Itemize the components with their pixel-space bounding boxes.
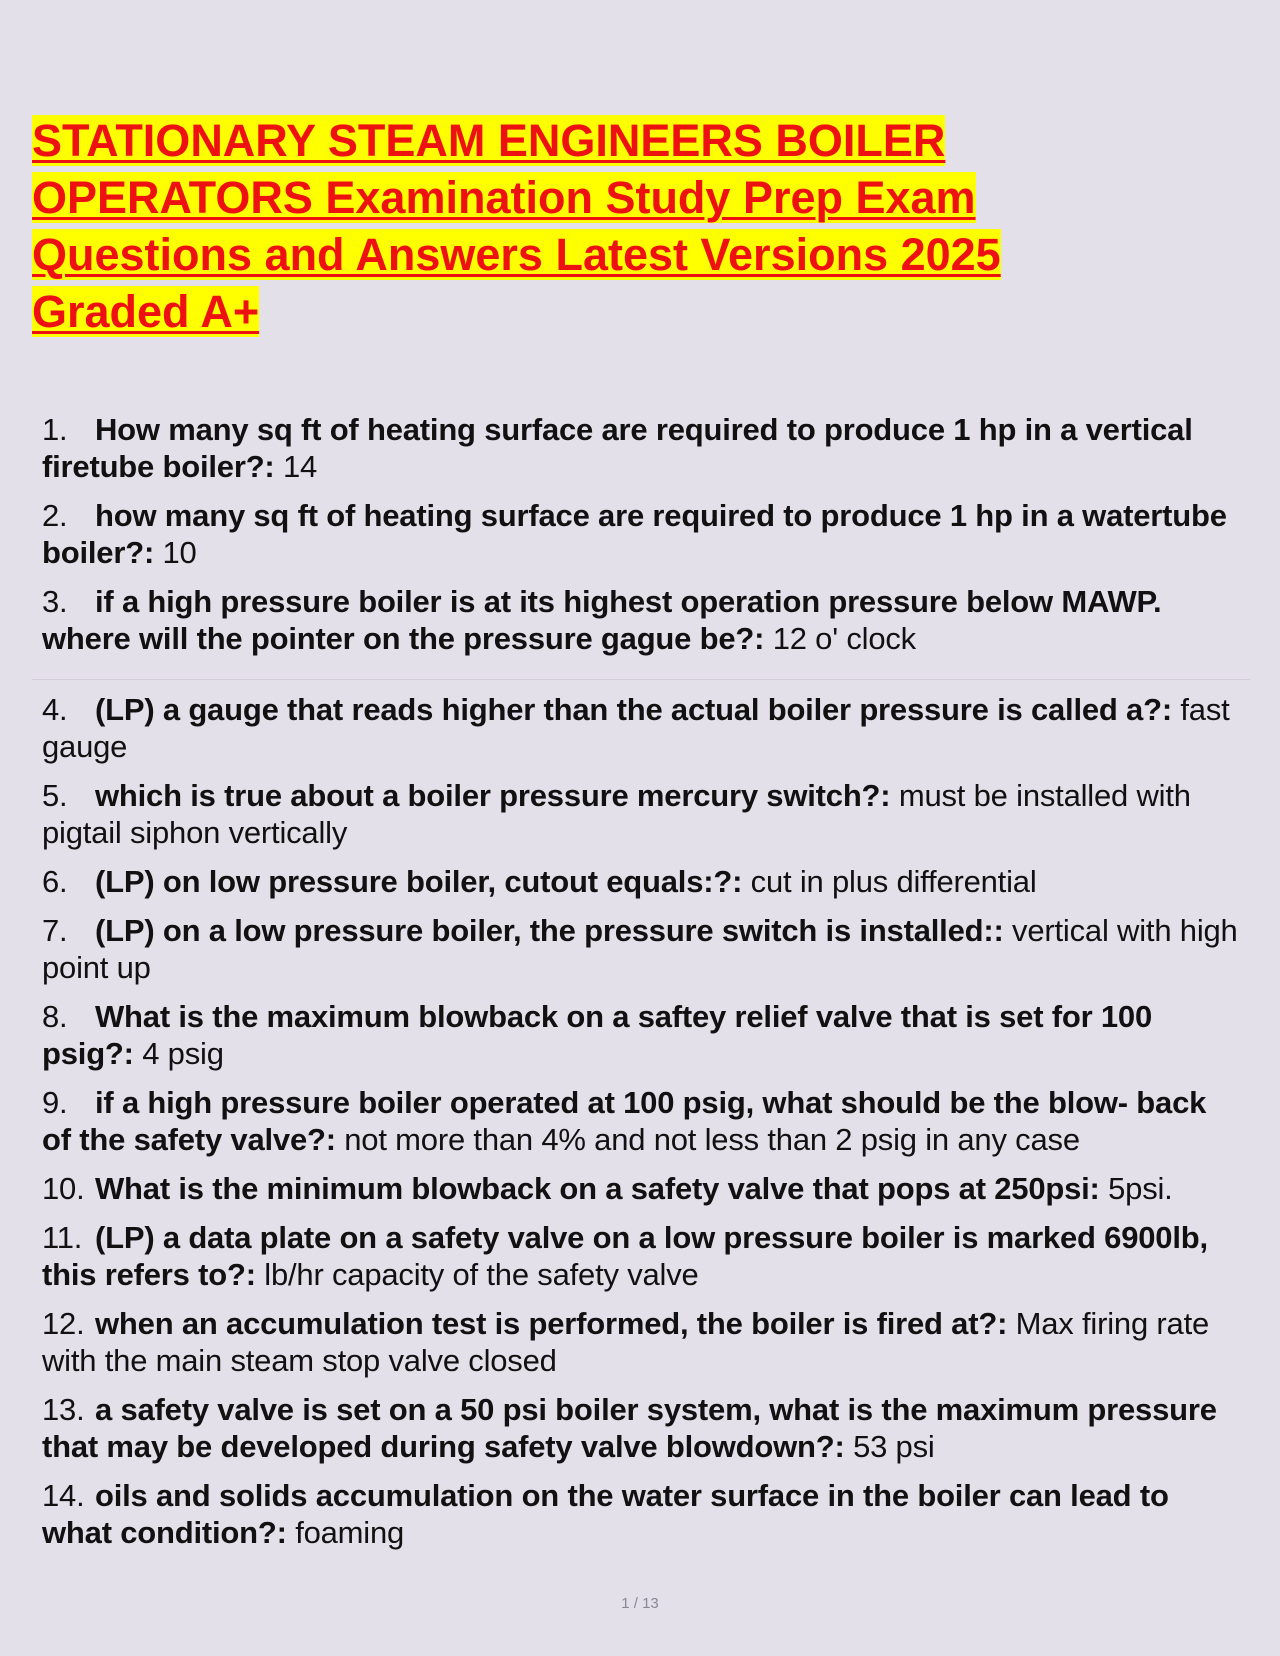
question-number: 10. xyxy=(42,1171,85,1206)
question-item xyxy=(42,863,1242,900)
question-text: when an accumulation test is performed, the boiler is fired at?: xyxy=(95,1306,1008,1341)
answer-text: must be installed with pigtail siphon vertically xyxy=(42,778,1191,850)
question-number: 14. xyxy=(42,1478,85,1513)
question-item xyxy=(42,777,1242,851)
answer-text: 4 psig xyxy=(142,1036,224,1071)
question-text: (LP) a gauge that reads higher than the actual boiler pressure is called a?: xyxy=(95,692,1172,727)
question-number: 12. xyxy=(42,1306,85,1341)
question-text: What is the maximum blowback on a saftey relief valve that is set for 100 psig?: xyxy=(42,999,1152,1071)
question-text: a safety valve is set on a 50 psi boiler system, what is the maximum pressure that may be developed during safety valve blowdown?: xyxy=(42,1392,1217,1464)
question-number: 9. xyxy=(42,1085,68,1120)
page-break-divider xyxy=(32,679,1250,680)
question-item xyxy=(42,1477,1242,1551)
question-item xyxy=(42,1305,1242,1379)
question-text: if a high pressure boiler operated at 100 psig, what should be the blow- back of the safety valve?: xyxy=(42,1085,1207,1157)
page-indicator: 1 / 13 xyxy=(621,1595,659,1612)
answer-text: 10 xyxy=(162,535,197,570)
question-number: 13. xyxy=(42,1392,85,1427)
answer-text: lb/hr capacity of the safety valve xyxy=(264,1257,699,1292)
question-text: How many sq ft of heating surface are required to produce 1 hp in a vertical firetube boiler?: xyxy=(42,412,1193,484)
question-list xyxy=(42,691,1242,1563)
title-line: OPERATORS Examination Study Prep Exam xyxy=(32,172,976,223)
title-line: Graded A+ xyxy=(32,286,260,337)
question-number: 1. xyxy=(42,412,68,447)
question-text: (LP) a data plate on a safety valve on a low pressure boiler is marked 6900lb, this refers to?: xyxy=(42,1220,1208,1292)
answer-text: 14 xyxy=(282,449,318,484)
question-text: how many sq ft of heating surface are required to produce 1 hp in a watertube boiler?: xyxy=(42,498,1227,570)
question-item xyxy=(42,1084,1242,1158)
answer-text: 53 psi xyxy=(853,1429,935,1464)
question-item xyxy=(42,1391,1242,1465)
answer-text: Max firing rate with the main steam stop valve closed xyxy=(42,1306,1210,1378)
question-item xyxy=(42,691,1242,765)
question-list xyxy=(42,411,1242,669)
question-number: 5. xyxy=(42,778,68,813)
answer-text: fast gauge xyxy=(42,692,1230,764)
question-text: which is true about a boiler pressure mercury switch?: xyxy=(95,778,891,813)
question-number: 2. xyxy=(42,498,68,533)
question-item xyxy=(42,1219,1242,1293)
question-number: 11. xyxy=(42,1220,83,1255)
document-title xyxy=(32,112,1232,340)
answer-text: 12 o' clock xyxy=(772,621,916,656)
question-number: 4. xyxy=(42,692,68,727)
title-line: STATIONARY STEAM ENGINEERS BOILER xyxy=(32,115,946,166)
answer-text: 5psi. xyxy=(1108,1171,1173,1206)
question-text: (LP) on low pressure boiler, cutout equals:?: xyxy=(95,864,743,899)
question-text: oils and solids accumulation on the water surface in the boiler can lead to what condition?: xyxy=(42,1478,1169,1550)
title-line: Questions and Answers Latest Versions 2025 xyxy=(32,229,1001,280)
answer-text: cut in plus differential xyxy=(750,864,1037,899)
question-number: 8. xyxy=(42,999,68,1034)
question-number: 3. xyxy=(42,584,68,619)
question-text: What is the minimum blowback on a safety valve that pops at 250psi: xyxy=(95,1171,1100,1206)
question-number: 7. xyxy=(42,913,68,948)
question-number: 6. xyxy=(42,864,68,899)
question-text: if a high pressure boiler is at its highest operation pressure below MAWP. where will the pointer on the pressure gague be?: xyxy=(42,584,1162,656)
question-item xyxy=(42,998,1242,1072)
answer-text: not more than 4% and not less than 2 psig in any case xyxy=(344,1122,1080,1157)
question-item xyxy=(42,1170,1242,1207)
answer-text: foaming xyxy=(295,1515,405,1550)
question-item xyxy=(42,912,1242,986)
question-text: (LP) on a low pressure boiler, the pressure switch is installed:: xyxy=(95,913,1004,948)
question-item xyxy=(42,583,1242,657)
question-item xyxy=(42,411,1242,485)
answer-text: vertical with high point up xyxy=(42,913,1238,985)
question-item xyxy=(42,497,1242,571)
